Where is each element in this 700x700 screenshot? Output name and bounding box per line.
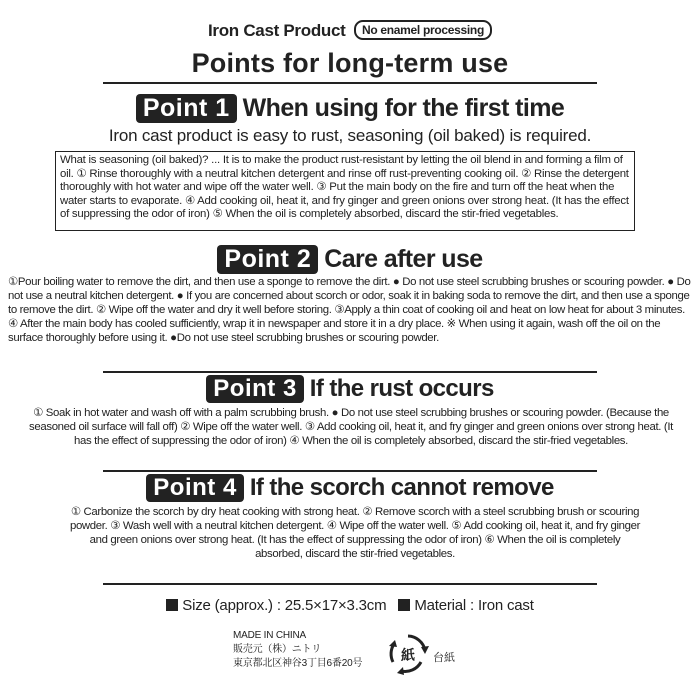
divider: [103, 470, 597, 472]
product-type: Iron Cast Product: [207, 21, 346, 40]
divider: [103, 583, 597, 585]
point3-title: If the rust occurs: [309, 375, 494, 402]
point2-title: Care after use: [324, 245, 483, 273]
origin: MADE IN CHINA: [233, 630, 306, 641]
recycle-symbol: 紙: [401, 648, 415, 664]
seasoning-box: What is seasoning (oil baked)? ... It is to make the product rust-resistant by letting the oil blend in and forming a film of oil. ① Rinse thoroughly with a neutral kitchen detergent and rinse off rust-preventing cooking oil. ② Rinse the detergent thoroughly with hot water and wipe off the water well. ③ Put the main body on the fire and turn off the heat when the water starts to evaporate. ④ Add cooking oil, heat it, and fry ginger and green onions over strong heat. (It has the effect of suppressing the odor of iron) ⑤ When the oil is completely absorbed, discard the stir-fried vegetables.: [55, 151, 635, 231]
seller-address: 東京都北区神谷3丁目6番20号: [233, 658, 363, 669]
point1-heading: [0, 94, 700, 123]
divider: [103, 82, 597, 84]
point4-heading: [0, 474, 700, 502]
seller: 販売元（株）ニトリ: [233, 644, 322, 655]
product-line: [0, 20, 700, 41]
material-spec: Material : Iron cast: [414, 597, 534, 614]
point2-tag: Point 2: [217, 245, 318, 274]
point1-tag: Point 1: [136, 94, 237, 123]
point1-subtitle: Iron cast product is easy to rust, seasoning (oil baked) is required.: [108, 126, 592, 145]
point2-heading: [0, 245, 700, 274]
bullet-square-icon: [398, 599, 410, 611]
recycle-label: 台紙: [433, 652, 455, 664]
no-enamel-badge: No enamel processing: [354, 20, 492, 40]
point2-text: ①Pour boiling water to remove the dirt, and then use a sponge to remove the dirt. ● Do not use steel scrubbing brushes or scouring powder. ● Do not use a neutral kitchen detergent. ● If you are concerned about scorch or odor, soak it in baking soda to remove the dirt, and then use a sponge to remove the dirt. ② Wipe off the water and dry it well before storing. ③Apply a thin coat of cooking oil and heat on low heat for about 3 minutes. ④ After the main body has cooled sufficiently, wrap it in newspaper and store it in a dry place. ※ When using it again, wash off the oil on the surface thoroughly before using it. ●Do not use steel scrubbing brushes or scouring powder.: [8, 276, 691, 344]
point4-text: ① Carbonize the scorch by dry heat cooking with strong heat. ② Remove scorch with a steel scrubbing brush or scouring powder. ③ Wash well with a neutral kitchen detergent. ④ Wipe off the water well. ⑤ Add cooking oil, heat it, and fry ginger and green onions over strong heat. (It has the effect of suppressing the odor of iron) ⑥ When the oil is completely absorbed, discard the stir-fried vegetables.: [69, 506, 641, 560]
point3-heading: [0, 375, 700, 403]
maker-info: [233, 629, 362, 671]
page-title: Points for long-term use: [191, 48, 509, 78]
bullet-square-icon: [166, 599, 178, 611]
point3-text: ① Soak in hot water and wash off with a palm scrubbing brush. ● Do not use steel scrubbing brushes or scouring powder. (Because the seasoned oil surface will fall off) ② Wipe off the water well. ③ Add cooking oil, heat it, and fry ginger and green onions over strong heat. (It has the effect of suppressing the odor of iron) ④ When the oil is completely absorbed, discard the stir-fried vegetables.: [29, 407, 673, 447]
size-spec: Size (approx.) : 25.5×17×3.3cm: [182, 597, 387, 614]
divider: [103, 371, 597, 373]
paper-recycle-icon: [385, 632, 431, 676]
point4-tag: Point 4: [146, 474, 244, 502]
point4-title: If the scorch cannot remove: [249, 474, 554, 501]
point1-title: When using for the first time: [242, 94, 565, 122]
spec-line: [0, 597, 700, 614]
point3-tag: Point 3: [206, 375, 304, 403]
